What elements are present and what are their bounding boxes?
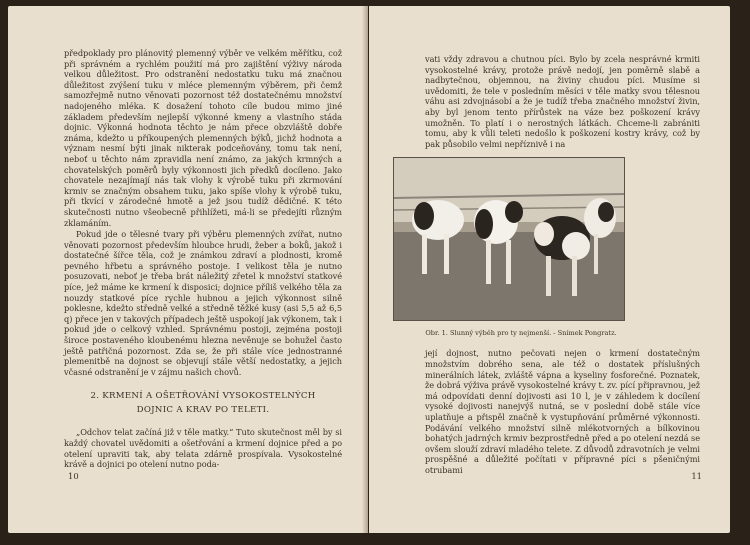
photo-caption: Obr. 1. Slunný výběh pro ty nejmenší. - Snímek Pongratz. [425, 329, 617, 338]
section-heading-line: DOJNIC A KRAV PO TELETI. [136, 405, 270, 416]
section-heading [64, 389, 342, 417]
left-page [8, 6, 368, 533]
body-paragraph: předpoklady pro plánovitý plemenný výběr ve velkém měřítku, což při správném a rychlém použití má pro zajištění výživy národa velkou důležitost. Pro odstranění nedostatku tuku má značnou důležitost zvýšení tuku v mléce plemenným výběrem, při čemž samozřejmě nutno věnovati pozornost též dostatečnému množství nadojeného mléka. K dosažení tohoto cíle budou mimo jiné základem především nejlepší výkonné kmeny a vlastního stáda dojnic. Výkonná hodnota těchto je nám přece obzvláště dobře známa, kdežto u příkoupených plemenných býků, jichž hodnota a význam nesmí býti jinak nikterak podceňovány, tomu tak není, neboť u těchto nám zpravidla není známo, za jakých krmných a chovatelských poměrů byly výkonnosti jich předků docíleno. Jako chovatele nezajímají nás tak vlohy k výrobě tuku při zkrmování krmiv se značným obsahem tuku, jako spíše vlohy k výrobě tuku, při tkvící v zárodečné hmotě a jež jsou tudíž dědičné. K této skutečnosti nutno všeobecně přihlížeti, má-li se předejíti různým zklamáním. [64, 48, 342, 228]
body-paragraph: Pokud jde o tělesné tvary při výběru plemenných zvířat, nutno věnovati pozornost především hloubce hrudi, žeber a boků, jakož i dostatečné šířce těla, což je známkou zdraví a plodnosti, kromě pevného hřbetu a správného postoje. I velikost těla je nutno posuzovati, neboť je třeba brát náležitý zřetel k množství statkové píce, jež máme ke krmení k disposici; dojnice příliš velkého těla za nouzdy statkové píce rychle hubnou a jejich výkonnost silně poklesne, kdežto středně velké a středně těžké kusy (asi 5,5 až 6,5 q) přece jen v takových případech ještě uspokojí jak výkonem, tak i pokud jde o celkový vzhled. Správnému postoji, zejména postoji široce postaveného kloubenému hlezna nevěnuje se bohužel často ještě patřičná pozornost. Zda se, že při stále více jednostranné plemenitbě na dojnost se objevují stále větší nedostatky, a jejich včasné odstranění je v zájmu našich chovů. [64, 229, 342, 377]
body-paragraph: „Odchov telat začíná již v těle matky.“ Tuto skutečnost měl by si každý chovatel uvědomiti a ošetřování a krmení dojnice před a po otelení upraviti tak, aby telata zdárně prospívala. Vysokostelné krávě a dojnici po otelení nutno poda- [64, 427, 342, 470]
right-page [369, 6, 730, 533]
body-paragraph: vati vždy zdravou a chutnou píci. Bylo by zcela nesprávné krmiti vysokostelné krávy, protože právě nedojí, jen poměrně slabě a nadbytečnou, objemnou, na živiny chudou píci. Musíme si uvědomiti, že tele v posledním měsíci v těle matky svou tělesnou váhu asi zdvojnásobí a že je tudíž třeba značného množství živin, aby byl jenom tento přírůstek na váze bez poškození krávy umožněn. To platí i o nerostných látkách. Chceme-li zabrániti tomu, aby k vůli teleti nedošlo k poškození kostry krávy, což by pak působilo velmi nepříznivě i na [425, 54, 700, 149]
page-number: 10 [68, 471, 79, 481]
page-number: 11 [691, 471, 702, 481]
calves-photo [393, 157, 625, 321]
body-paragraph: její dojnost, nutno pečovati nejen o krmení dostatečným množstvím dobrého sena, ale též o dostatek příslušných minerálních látek, zvláště vápna a kyseliny fosforečné. Poznatek, že dobrá výživa právě vysokostelné krávy t. zv. pící připravnou, jež má odpovídati denní dojivosti asi 10 l, je v záhledem k docílení vysoké dojivosti nanejvýš nutná, se v poslední době stále více uplatňuje a přispěl značně k vystupňování průměrné výkonnosti. Podávání velkého množství silně mlékotvorných a bílkovinou bohatých jadrných krmiv bezprostředně před a po otelení nezdá se ovšem slouží zdraví mladého telete. Z důvodů zdravotních je velmi prospěšné a důležité počítati v přípravné píci s pšeničnými otrubami [425, 348, 700, 475]
calves-photo-illustration [394, 158, 624, 320]
section-heading-line: 2. KRMENÍ A OŠETŘOVÁNÍ VYSOKOSTELNÝCH [90, 391, 316, 402]
